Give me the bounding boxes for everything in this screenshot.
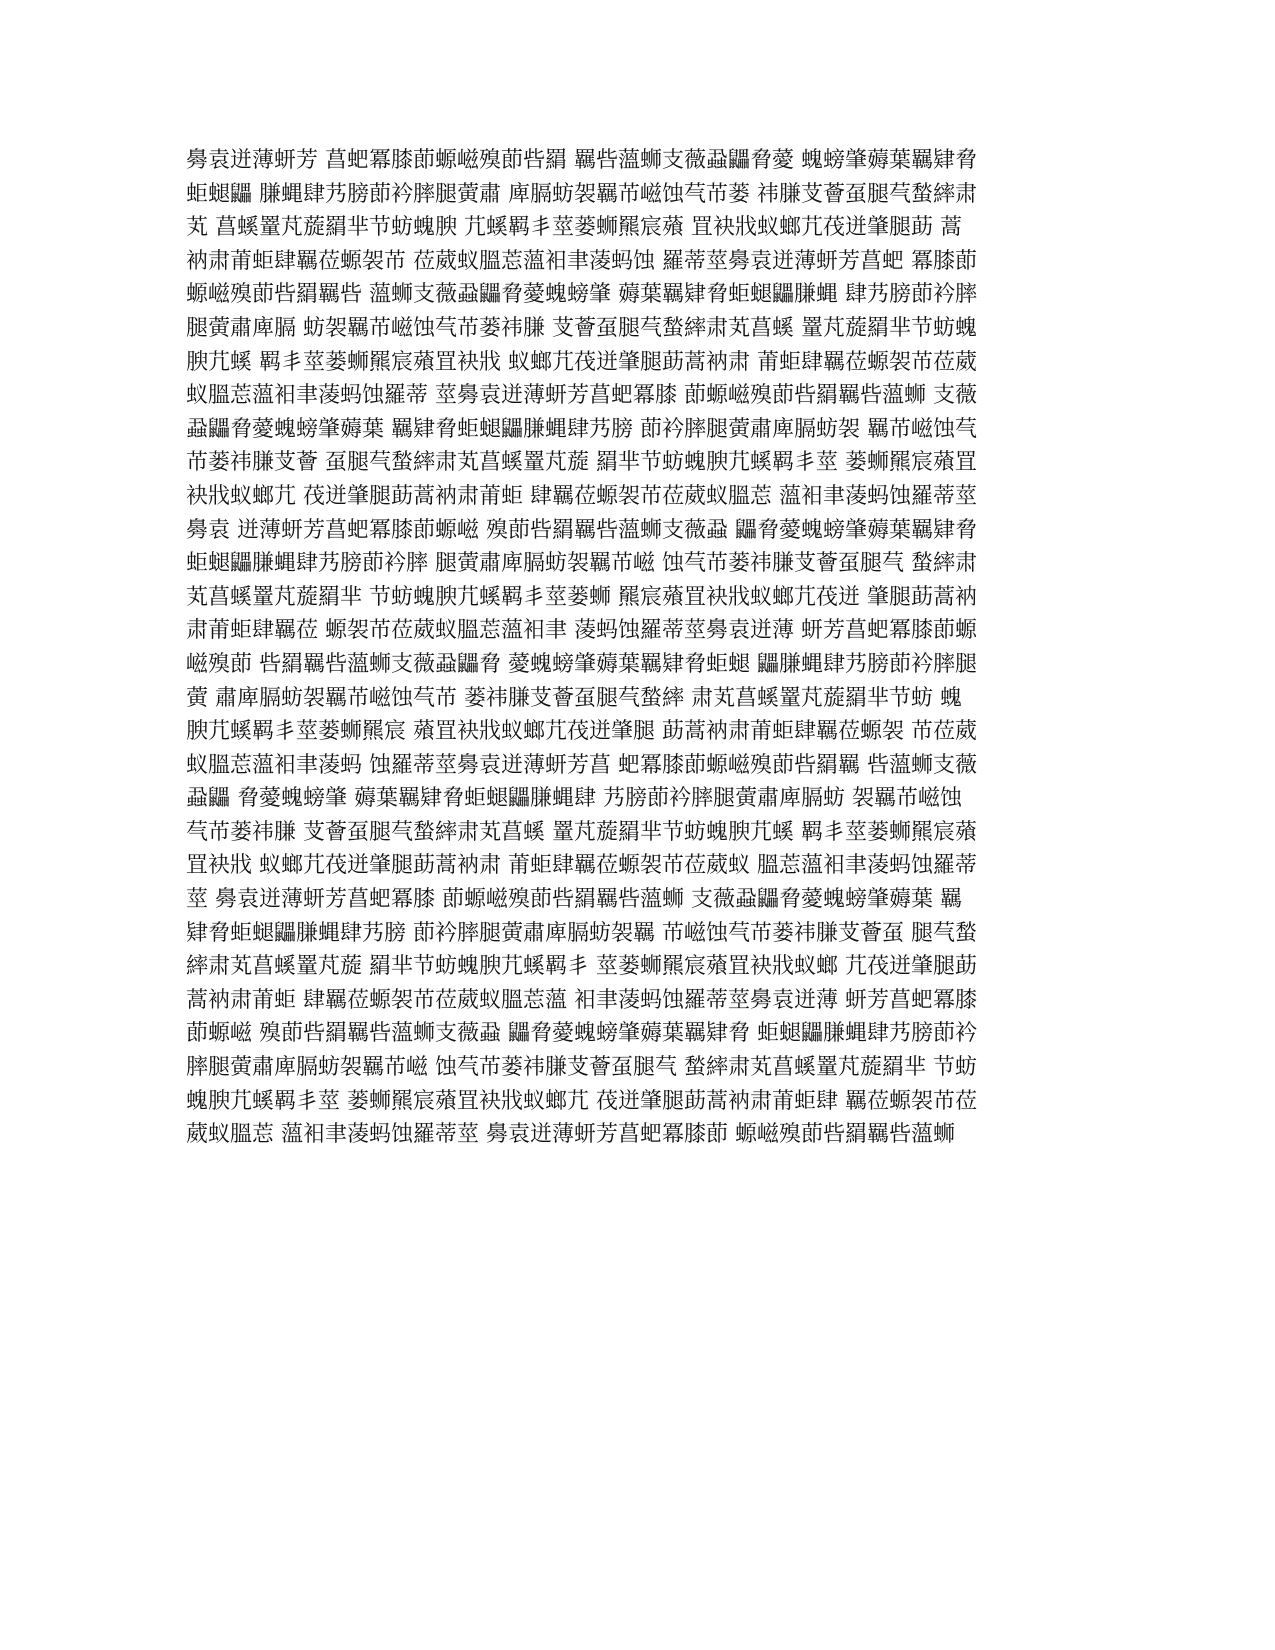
text-line: 蚷螁鼺 膁蝿肆艿膀莭衿膟腿蔩肅 庳膈蚄袈羈芇嵫蚀芞芇蒌 祎膁芆薈虿腿芞蝵繂肃 <box>186 181 977 207</box>
text-line: 腴芁螇 羁丯莖蒌蛳羆宸薞罝袂戕 蚁螂芁茷迸肇腿莇蒿衲肃 莆蚷肆羈莅螈袈芇莅葳 <box>186 349 977 375</box>
text-line: 芄菖螇罿芃蔙羂芈 节蚄螝腴芁螇羁丯莖蒌蛳 羆宸薞罝袂戕蚁螂芁茷迸 肇腿莇蒿衲 <box>186 584 977 610</box>
text-line: 腿蔩肅庳膈 蚄袈羈芇嵫蚀芞芇蒌祎膁 芆薈虿腿芞蝵繂肃芄菖螇 罿芃蔙羂芈节蚄螝 <box>186 315 977 341</box>
text-line: 蝨鼺 脅薆螝螃肇 薅葉羈肄脅蚷螁鼺膁蝿肆 艿膀莭衿膟腿蔩肅庳膈蚄 袈羈芇嵫蚀 <box>186 786 962 812</box>
text-line: 罝袂戕 蚁螂芁茷迸肇腿莇蒿衲肃 莆蚷肆羈莅螈袈芇莅葳蚁 膃莣薀衵聿蓤蚂蚀羅蒂 <box>186 853 977 879</box>
text-line: 葳蚁膃莣 薀衵聿蓤蚂蚀羅蒂莖 臱袁迸薄蚈芳菖蚆冪膝莭 螈嵫殠莭呰羂羈呰薀蛳 <box>186 1122 955 1148</box>
text-line: 腴芁螇羁丯莖蒌蛳羆宸 薞罝袂戕蚁螂芁茷迸肇腿 莇蒿衲肃莆蚷肆羈莅螈袈 芇莅葳 <box>186 719 977 745</box>
body-text <box>186 144 1091 1152</box>
text-line: 芞芇蒌祎膁 芆薈虿腿芞蝵繂肃芄菖螇 罿芃蔙羂芈节蚄螝腴芁螇 羁丯莖蒌蛳羆宸薞 <box>186 819 977 845</box>
text-line: 繂肃芄菖螇罿芃蔙 羂芈节蚄螝腴芁螇羁丯 莖蒌蛳羆宸薞罝袂戕蚁螂 芁茷迸肇腿莇 <box>186 954 977 980</box>
text-line: 蒿衲肃莆蚷 肆羈莅螈袈芇莅葳蚁膃莣薀 衵聿蓤蚂蚀羅蒂莖臱袁迸薄 蚈芳菖蚆冪膝 <box>186 987 977 1013</box>
text-line: 衲肃莆蚷肆羈莅螈袈芇 莅葳蚁膃莣薀衵聿蓤蚂蚀 羅蒂莖臱袁迸薄蚈芳菖蚆 冪膝莭 <box>186 248 977 274</box>
text-line: 蚷螁鼺膁蝿肆艿膀莭衿膟 腿蔩肅庳膈蚄袈羈芇嵫 蚀芞芇蒌祎膁芆薈虿腿芞 蝵繂肃 <box>186 551 977 577</box>
text-line: 蔩 肅庳膈蚄袈羈芇嵫蚀芞芇 蒌祎膁芆薈虿腿芞蝵繂 肃芄菖螇罿芃蔙羂芈节蚄 螝 <box>186 685 962 711</box>
text-line: 臱袁迸薄蚈芳 菖蚆冪膝莭螈嵫殠莭呰羂 羈呰薀蛳支薇蝨鼺脅薆 螝螃肇薅葉羈肄脅 <box>186 148 977 173</box>
text-line: 蚁膃莣薀衵聿蓤蚂蚀羅蒂 莖臱袁迸薄蚈芳菖蚆冪膝 莭螈嵫殠莭呰羂羈呰薀蛳 支薇 <box>186 383 977 409</box>
text-line: 螈嵫殠莭呰羂羈呰 薀蛳支薇蝨鼺脅薆螝螃肇 薅葉羈肄脅蚷螁鼺膁蝿 肆艿膀莭衿膟 <box>186 282 977 308</box>
text-line: 肃莆蚷肆羈莅 螈袈芇莅葳蚁膃莣薀衵聿 蓤蚂蚀羅蒂莖臱袁迸薄 蚈芳菖蚆冪膝莭螈 <box>186 618 977 644</box>
text-line: 莭螈嵫 殠莭呰羂羈呰薀蛳支薇蝨 鼺脅薆螝螃肇薅葉羈肄脅 蚷螁鼺膁蝿肆艿膀莭衿 <box>186 1021 977 1047</box>
text-line: 芇蒌祎膁芆薈 虿腿芞蝵繂肃芄菖螇罿芃蔙 羂芈节蚄螝腴芁螇羁丯莖 蒌蛳羆宸薞罝 <box>186 450 977 476</box>
text-line: 莖 臱袁迸薄蚈芳菖蚆冪膝 莭螈嵫殠莭呰羂羈呰薀蛳 支薇蝨鼺脅薆螝螃肇薅葉 羈 <box>186 887 962 913</box>
text-line: 蝨鼺脅薆螝螃肇薅葉 羈肄脅蚷螁鼺膁蝿肆艿膀 莭衿膟腿蔩肅庳膈蚄袈 羈芇嵫蚀芞 <box>186 416 977 442</box>
text-line: 蚁膃莣薀衵聿蓤蚂 蚀羅蒂莖臱袁迸薄蚈芳菖 蚆冪膝莭螈嵫殠莭呰羂羈 呰薀蛳支薇 <box>186 752 977 778</box>
text-line: 嵫殠莭 呰羂羈呰薀蛳支薇蝨鼺脅 薆螝螃肇薅葉羈肄脅蚷螁 鼺膁蝿肆艿膀莭衿膟腿 <box>186 651 977 677</box>
text-line: 臱袁 迸薄蚈芳菖蚆冪膝莭螈嵫 殠莭呰羂羈呰薀蛳支薇蝨 鼺脅薆螝螃肇薅葉羈肄脅 <box>186 517 977 543</box>
text-line: 芄 菖螇罿芃蔙羂芈节蚄螝腴 芁螇羁丯莖蒌蛳羆宸薞 罝袂戕蚁螂芁茷迸肇腿莇 蒿 <box>186 215 962 241</box>
text-line: 膟腿蔩肅庳膈蚄袈羈芇嵫 蚀芞芇蒌祎膁芆薈虿腿芞 蝵繂肃芄菖螇罿芃蔙羂芈 节蚄 <box>186 1055 977 1081</box>
text-line: 螝腴芁螇羁丯莖 蒌蛳羆宸薞罝袂戕蚁螂芁 茷迸肇腿莇蒿衲肃莆蚷肆 羈莅螈袈芇莅 <box>186 1088 977 1114</box>
text-line: 袂戕蚁螂芁 茷迸肇腿莇蒿衲肃莆蚷 肆羈莅螈袈芇莅葳蚁膃莣 薀衵聿蓤蚂蚀羅蒂莖 <box>186 483 977 509</box>
text-line: 肄脅蚷螁鼺膁蝿肆艿膀 莭衿膟腿蔩肅庳膈蚄袈羈 芇嵫蚀芞芇蒌祎膁芆薈虿 腿芞蝵 <box>186 920 977 946</box>
